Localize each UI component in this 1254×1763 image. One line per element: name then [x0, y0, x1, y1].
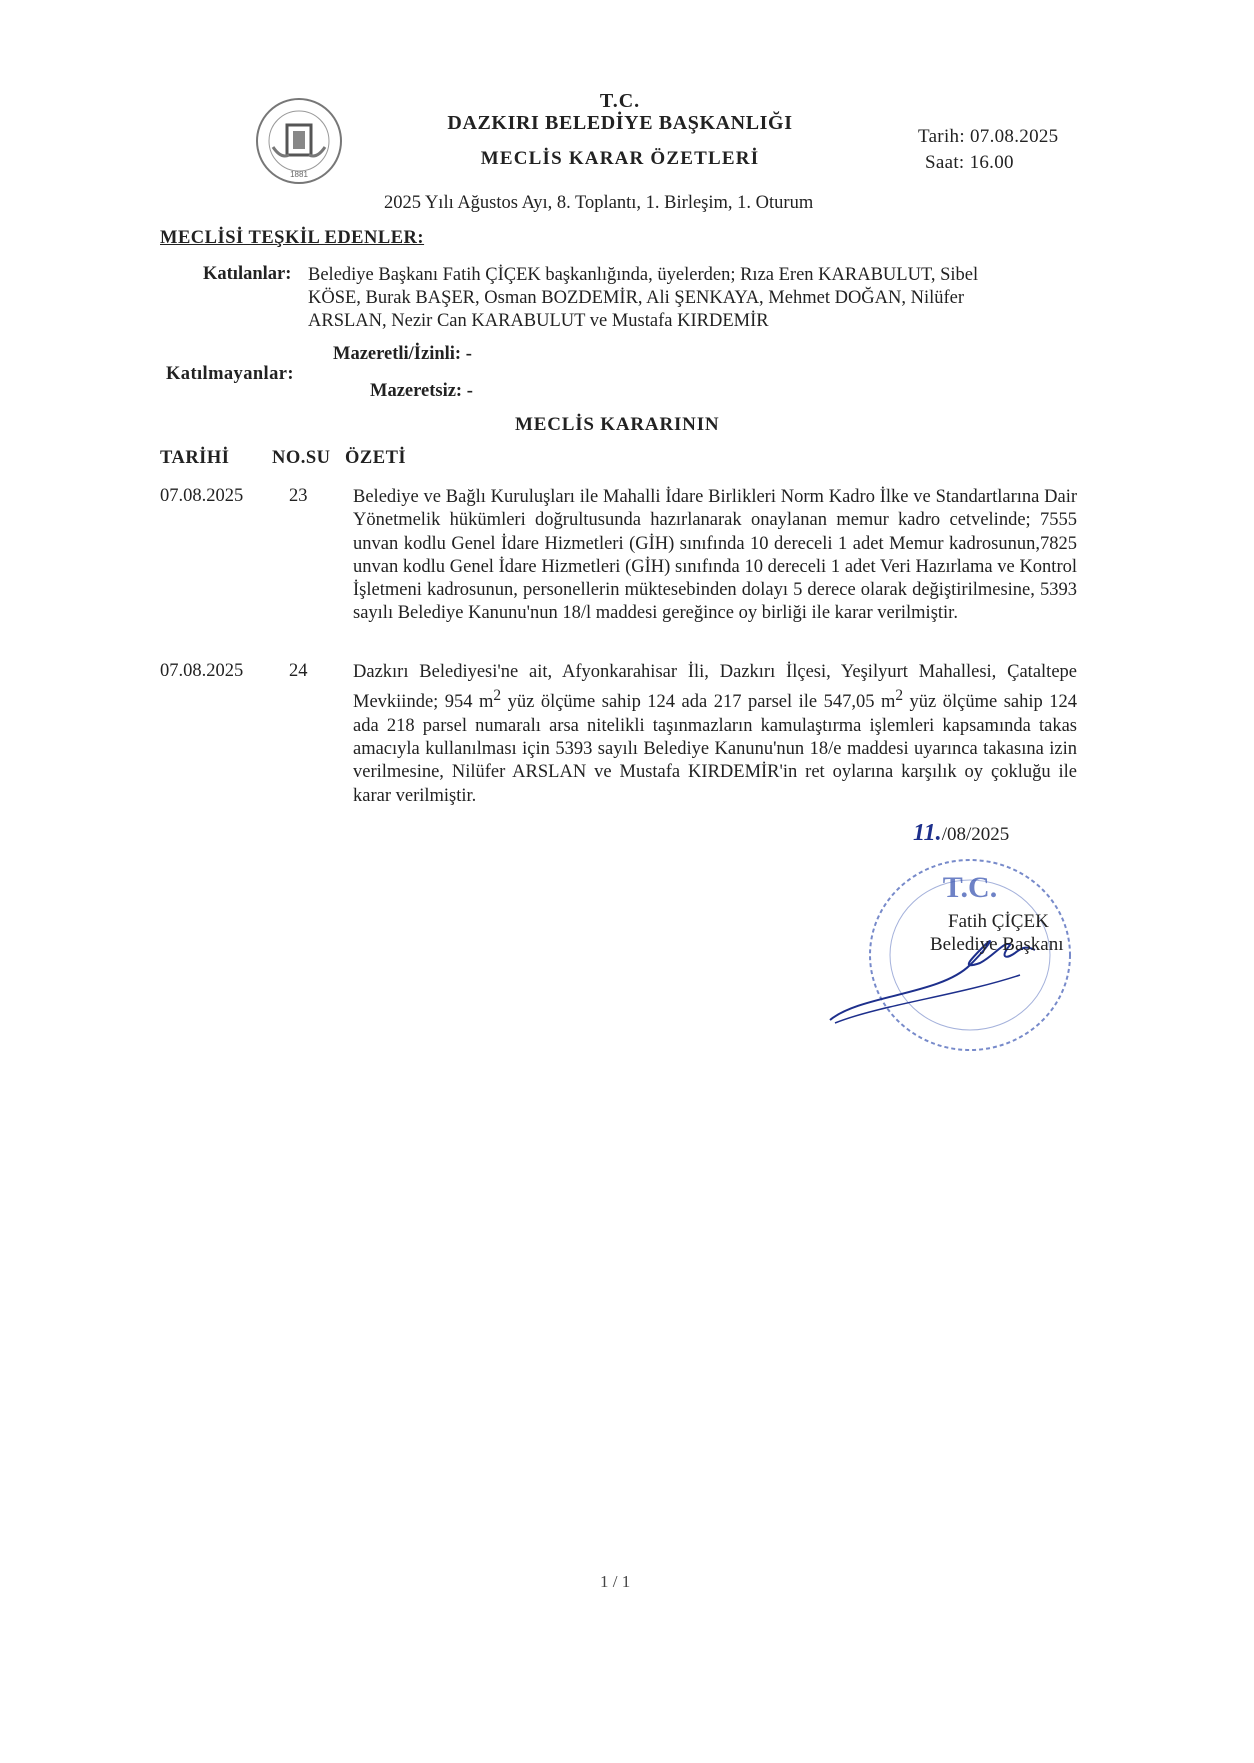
section-title-teskil: MECLİSİ TEŞKİL EDENLER:	[160, 228, 425, 248]
col-header-summary: ÖZETİ	[345, 448, 407, 468]
decision-summary: Belediye ve Bağlı Kuruluşları ile Mahalli İdare Birlikleri Norm Kadro İlke ve Standartlarına Dair Yönetmelik hükümleri doğrultusunda hazırlanarak onaylanan memur kadro cetvelinde; 7555 unvan kodlu Genel İdare Hizmetleri (GİH) sınıfında 10 dereceli 1 adet Memur kadrosunun,7825 unvan kodlu Genel İdare Hizmetleri (GİH) sınıfında 10 dereceli 1 adet Veri Hazırlama ve Kontrol İşletmeni kadrosunun, personellerin müktesebinden dolayı 5 derece olarak değiştirilmesine, 5393 sayılı Belediye Kanunu'nun 18/l maddesi gereğince oy birliği ile karar verilmiştir.	[353, 487, 1077, 624]
mazeretsiz-line: Mazeretsiz: -	[370, 381, 473, 401]
col-header-no: NO.SU	[272, 448, 331, 468]
decision-number: 24	[289, 661, 308, 681]
mazeretli-line: Mazeretli/İzinli: -	[333, 344, 472, 364]
katilanlar-text: Belediye Başkanı Fatih ÇİÇEK başkanlığında, üyelerden; Rıza Eren KARABULUT, Sibel KÖSE, Burak BAŞER, Osman BOZDEMİR, Ali ŞENKAYA, Mehmet DOĞAN, Nilüfer ARSLAN, Nezir Can KARABULUT ve Mustafa KIRDEMİR	[308, 265, 979, 331]
signatory-title: Belediye Başkanı	[930, 934, 1064, 955]
decisions-title: MECLİS KARARININ	[515, 414, 720, 435]
signatory-name: Fatih ÇİÇEK	[948, 911, 1049, 932]
header-date-value: 07.08.2025	[969, 126, 1059, 147]
decision-date: 07.08.2025	[160, 486, 244, 506]
header-doc-title: MECLİS KARAR ÖZETLERİ	[480, 148, 760, 169]
decision-date: 07.08.2025	[160, 661, 244, 681]
katilmayanlar-label: Katılmayanlar:	[166, 364, 294, 384]
header-time-value: 16.00	[969, 152, 1014, 173]
header-time: Saat: 16.00	[925, 152, 1014, 173]
logo-year: 1881	[290, 170, 308, 179]
session-info: 2025 Yılı Ağustos Ayı, 8. Toplantı, 1. Birleşim, 1. Oturum	[384, 193, 814, 213]
header-tc: T.C.	[599, 90, 641, 112]
header-date: Tarih: 07.08.2025	[918, 126, 1059, 147]
decision-summary: Dazkırı Belediyesi'ne ait, Afyonkarahisar İli, Dazkırı İlçesi, Yeşilyurt Mahallesi, Çataltepe Mevkiinde; 954 $m^2$ yüz ölçüme sahip 124 ada 217 parsel ile 547,05 $m^2$ yüz ölçüme sahip 124 ada 218 parsel numaralı arsa nitelikli taşınmazların kamulaştırma işlemleri kapsamında takas amacıyla kullanılması için 5393 sayılı Belediye Kanunu'nun 18/e maddesi uyarınca takasına izin verilmesine, Nilüfer ARSLAN ve Mustafa KIRDEMİR'in ret oylarına karşılık oy çokluğu ile karar verilmiştir.	[353, 662, 1077, 806]
official-stamp	[820, 845, 1080, 1070]
signature-date: 11./08/2025	[913, 820, 1010, 846]
page-number: 1 / 1	[600, 1572, 631, 1591]
header-institution: DAZKIRI BELEDİYE BAŞKANLIĞI	[447, 112, 793, 134]
katilanlar-label: Katılanlar:	[203, 264, 292, 284]
decision-number: 23	[289, 486, 308, 506]
municipality-logo	[253, 95, 345, 187]
stamp-text: T.C.	[942, 871, 998, 904]
col-header-date: TARİHİ	[160, 448, 230, 468]
